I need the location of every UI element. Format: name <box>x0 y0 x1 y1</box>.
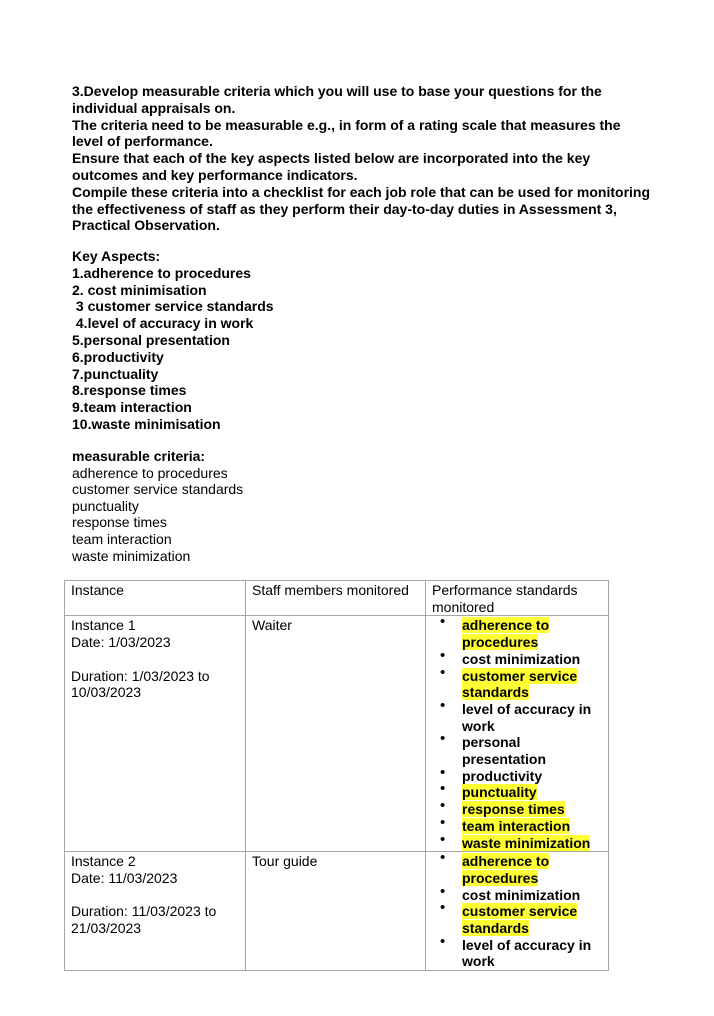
performance-standard-text: customer service standards <box>462 667 578 701</box>
bullet-icon: • <box>440 849 446 867</box>
performance-standard-text: response times <box>462 801 565 818</box>
bullet-icon: • <box>440 899 446 917</box>
table-row <box>65 852 609 971</box>
performance-standard-text: punctuality <box>462 784 537 801</box>
bullet-icon: • <box>440 613 446 631</box>
bullet-icon: • <box>440 646 446 664</box>
instruction-line: Ensure that each of the key aspects listed below are incorporated into the key outcomes and key performance indicators. <box>72 150 591 183</box>
performance-standard-item <box>440 613 602 651</box>
monitoring-table <box>64 580 609 971</box>
performance-standard-item <box>440 696 602 734</box>
bullet-icon: • <box>440 780 446 798</box>
table-header-row <box>65 581 609 616</box>
staff-cell: Tour guide <box>246 852 426 971</box>
performance-standard-item <box>440 763 602 785</box>
performance-standard-item <box>440 813 602 835</box>
key-aspect-item: 2. cost minimisation <box>72 281 207 298</box>
measurable-criteria-heading: measurable criteria: <box>72 448 206 464</box>
performance-standard-text: productivity <box>462 767 543 784</box>
header-staff: Staff members monitored <box>246 581 426 616</box>
key-aspect-item: 10.waste minimisation <box>72 415 221 432</box>
performance-standard-text: level of accuracy in work <box>462 936 592 970</box>
key-aspect-item: 8.response times <box>72 382 187 399</box>
standards-cell <box>426 613 609 852</box>
staff-cell: Waiter <box>246 616 426 852</box>
criteria-item: team interaction <box>72 530 172 547</box>
bullet-icon: • <box>440 882 446 900</box>
bullet-icon: • <box>440 663 446 681</box>
header-instance: Instance <box>65 581 246 616</box>
standards-list <box>432 849 602 970</box>
key-aspects-heading: Key Aspects: <box>72 248 161 264</box>
performance-standard-item <box>440 899 602 937</box>
instance-cell: Instance 1 Date: 1/03/2023 Duration: 1/03/2023 to 10/03/2023 <box>65 616 246 852</box>
criteria-item: response times <box>72 514 167 531</box>
performance-standard-text: adherence to procedures <box>462 617 550 651</box>
performance-standard-item <box>440 932 602 970</box>
performance-standard-item <box>440 646 602 668</box>
performance-standard-item <box>440 797 602 818</box>
performance-standard-text: cost minimization <box>462 650 581 667</box>
performance-standard-item <box>440 830 602 852</box>
performance-standard-item <box>440 780 602 801</box>
performance-standard-text: cost minimization <box>462 886 581 903</box>
bullet-icon: • <box>440 797 446 815</box>
performance-standard-text: adherence to procedures <box>462 853 550 886</box>
performance-standard-text: level of accuracy in work <box>462 700 592 734</box>
bullet-icon: • <box>440 763 446 781</box>
key-aspect-item: 6.productivity <box>72 348 164 365</box>
performance-standard-text: personal presentation <box>462 734 547 768</box>
performance-standard-item <box>440 849 602 886</box>
performance-standard-item <box>440 663 602 701</box>
instruction-line: Compile these criteria into a checklist for each job role that can be used for monitoring the effectiveness of staff as they perform their day-to-day duties in Assessment 3, Practical Observation. <box>72 183 651 234</box>
key-aspect-item: 7.punctuality <box>72 365 159 382</box>
measurable-criteria-section <box>72 448 472 564</box>
criteria-item: customer service standards <box>72 481 244 498</box>
criteria-item: adherence to procedures <box>72 464 228 481</box>
criteria-item: punctuality <box>72 497 139 514</box>
performance-standard-item <box>440 730 602 768</box>
performance-standard-item <box>440 882 602 904</box>
key-aspects-section <box>72 248 472 433</box>
bullet-icon: • <box>440 932 446 950</box>
key-aspect-item: 3 customer service standards <box>72 298 274 315</box>
header-standards: Performance standards monitored <box>426 581 609 616</box>
instance-cell: Instance 2 Date: 11/03/2023 Duration: 11/03/2023 to 21/03/2023 <box>65 852 246 971</box>
performance-standard-text: waste minimization <box>462 834 591 851</box>
standards-list <box>432 613 602 851</box>
performance-standard-text: team interaction <box>462 817 571 834</box>
task-instructions <box>72 83 652 234</box>
bullet-icon: • <box>440 813 446 831</box>
criteria-item: waste minimization <box>72 547 191 564</box>
performance-standard-text: customer service standards <box>462 903 578 937</box>
key-aspect-item: 1.adherence to procedures <box>72 264 251 281</box>
bullet-icon: • <box>440 830 446 848</box>
bullet-icon: • <box>440 696 446 714</box>
key-aspect-item: 9.team interaction <box>72 399 192 416</box>
bullet-icon: • <box>440 730 446 748</box>
instruction-line: The criteria need to be measurable e.g., in form of a rating scale that measures the level of performance. <box>72 116 621 150</box>
instruction-line: 3.Develop measurable criteria which you will use to base your questions for the individual appraisals on. <box>72 83 602 116</box>
table-row <box>65 616 609 852</box>
key-aspect-item: 5.personal presentation <box>72 331 230 348</box>
standards-cell <box>426 849 609 971</box>
key-aspect-item: 4.level of accuracy in work <box>72 315 254 332</box>
